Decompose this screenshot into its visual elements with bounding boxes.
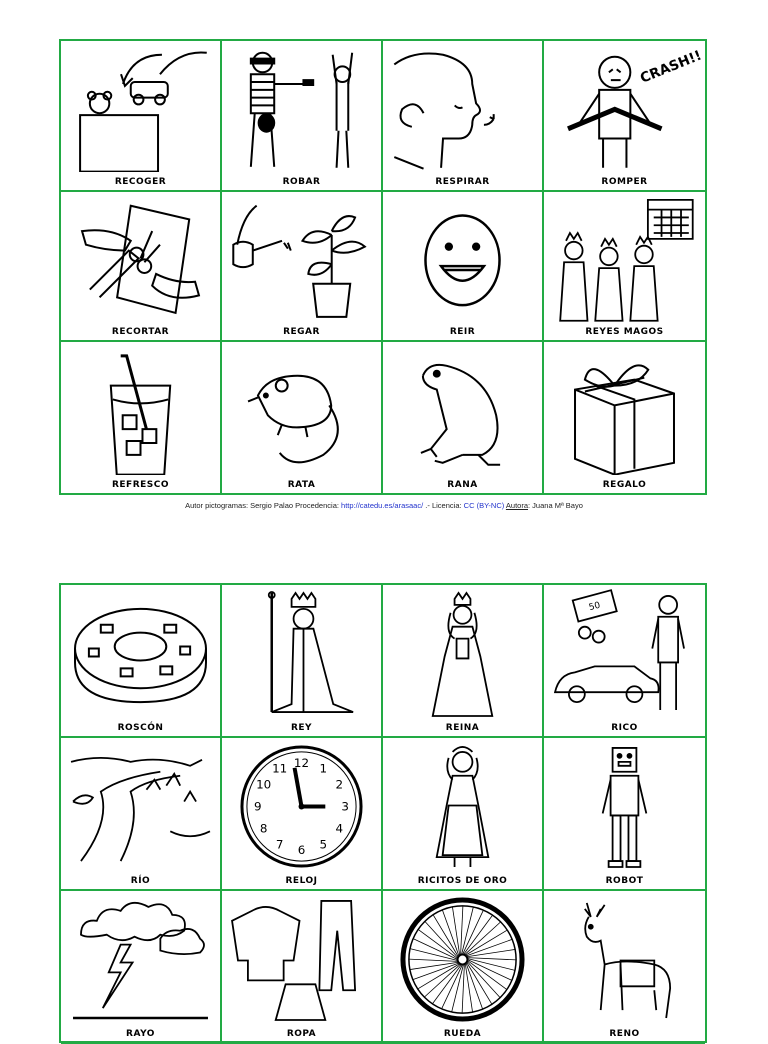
card-robar: [222, 41, 383, 192]
credits-line: [0, 501, 768, 510]
card-romper: [544, 41, 705, 192]
ring-cake-icon: [61, 589, 220, 718]
card-rana: [383, 342, 544, 493]
lightning-icon: [61, 895, 220, 1024]
card-label: RECORTAR: [111, 327, 170, 338]
card-label: REY: [290, 723, 313, 733]
breathing-face-icon: [383, 45, 542, 172]
card-reyes-magos: [544, 192, 705, 343]
credits-autora: : Juana Mª Bayo: [528, 501, 583, 510]
clock-icon: [222, 742, 381, 871]
wheel-spoke: [462, 907, 474, 955]
card-label: ROBOT: [605, 876, 644, 886]
card-label: RUEDA: [443, 1029, 482, 1039]
card-regalo: [544, 342, 705, 493]
breaking-stick-icon: [544, 45, 705, 172]
clock-number: 1: [319, 761, 328, 776]
rat-icon: [222, 346, 381, 475]
clock-number: 3: [341, 799, 349, 814]
pictogram-grid-1: [59, 39, 707, 495]
wheel-spoke: [410, 949, 458, 961]
gift-icon: [544, 346, 705, 475]
card-refresco: [61, 342, 222, 493]
card-label: ROBAR: [282, 176, 321, 187]
credits-license-label: Licencia:: [431, 501, 462, 510]
clock-number: 4: [335, 821, 344, 836]
card-label: ROMPER: [601, 176, 648, 187]
wheel-icon: [383, 895, 542, 1024]
card-rio: [61, 738, 222, 891]
clock-number: 2: [335, 777, 344, 792]
credits-author: Autor pictogramas: Sergio Palao: [185, 501, 294, 510]
card-reloj: [222, 738, 383, 891]
wheel-spoke: [409, 959, 458, 961]
card-label: ROSCÓN: [117, 723, 164, 733]
card-label: REGALO: [602, 480, 647, 490]
card-reina: [383, 585, 544, 738]
clock-number: 8: [259, 821, 268, 836]
clock-number: 10: [256, 777, 272, 792]
card-rata: [222, 342, 383, 493]
clothes-icon: [222, 895, 381, 1024]
clock-number: 7: [275, 837, 284, 852]
card-rayo: [61, 891, 222, 1044]
card-label: ROPA: [286, 1029, 317, 1039]
card-robot: [544, 738, 705, 891]
card-label: RANA: [447, 480, 478, 490]
card-rico: [544, 585, 705, 738]
card-label: RICITOS DE ORO: [417, 876, 508, 886]
card-label: RELOJ: [285, 876, 318, 886]
credits-autora-label: Autora: [505, 501, 529, 510]
card-ricitos-de-oro: [383, 738, 544, 891]
frog-icon: [383, 346, 542, 475]
clock-number: 9: [254, 799, 262, 814]
watering-can-icon: [222, 196, 381, 323]
card-recortar: [61, 192, 222, 343]
box-toy-icon: [61, 45, 220, 172]
card-regar: [222, 192, 383, 343]
card-reir: [383, 192, 544, 343]
card-respirar: [383, 41, 544, 192]
clock-number: 12: [293, 755, 310, 770]
crash-text: CRASH!!: [638, 47, 705, 87]
card-reno: [544, 891, 705, 1044]
credits-source-link[interactable]: http://catedu.es/arasaac/: [341, 501, 424, 510]
card-label: RÍO: [130, 876, 151, 886]
reindeer-icon: [544, 895, 705, 1024]
rich-man-icon: [544, 589, 705, 718]
king-icon: [222, 589, 381, 718]
river-icon: [61, 742, 220, 871]
card-label: RENO: [609, 1029, 640, 1039]
clock-number: 6: [297, 843, 306, 858]
card-ropa: [222, 891, 383, 1044]
card-recoger: [61, 41, 222, 192]
credits-license[interactable]: CC (BY-NC): [463, 501, 505, 510]
wheel-spoke: [452, 964, 464, 1012]
card-label: REGAR: [283, 327, 320, 338]
goldilocks-icon: [383, 742, 542, 871]
money-text: 50: [587, 600, 602, 614]
clock-number: 11: [272, 761, 288, 776]
wheel-spoke: [462, 964, 464, 1013]
card-label: RECOGER: [114, 176, 167, 187]
laughing-face-icon: [383, 196, 542, 323]
card-label: REIR: [449, 327, 476, 338]
card-roscon: [61, 585, 222, 738]
soft-drink-icon: [61, 346, 220, 475]
thief-icon: [222, 45, 381, 172]
card-label: RAYO: [126, 1029, 155, 1039]
card-label: REFRESCO: [111, 480, 170, 490]
card-label: RICO: [611, 723, 638, 733]
wheel-spoke: [461, 906, 463, 955]
card-rey: [222, 585, 383, 738]
card-rueda: [383, 891, 544, 1044]
clock-number: 5: [319, 837, 328, 852]
card-label: RESPIRAR: [435, 176, 490, 187]
card-label: RATA: [287, 480, 316, 490]
credits-source-label: Procedencia:: [295, 501, 339, 510]
three-kings-icon: [544, 196, 705, 323]
credits-sep: .-: [425, 501, 430, 510]
wheel-spoke: [467, 959, 515, 971]
wheel-spoke: [467, 958, 516, 960]
scissors-cut-icon: [61, 196, 220, 323]
pictogram-grid-2: [59, 583, 707, 1043]
card-label: REINA: [445, 723, 480, 733]
queen-icon: [383, 589, 542, 718]
robot-icon: [544, 742, 705, 871]
card-label: REYES MAGOS: [585, 327, 664, 338]
